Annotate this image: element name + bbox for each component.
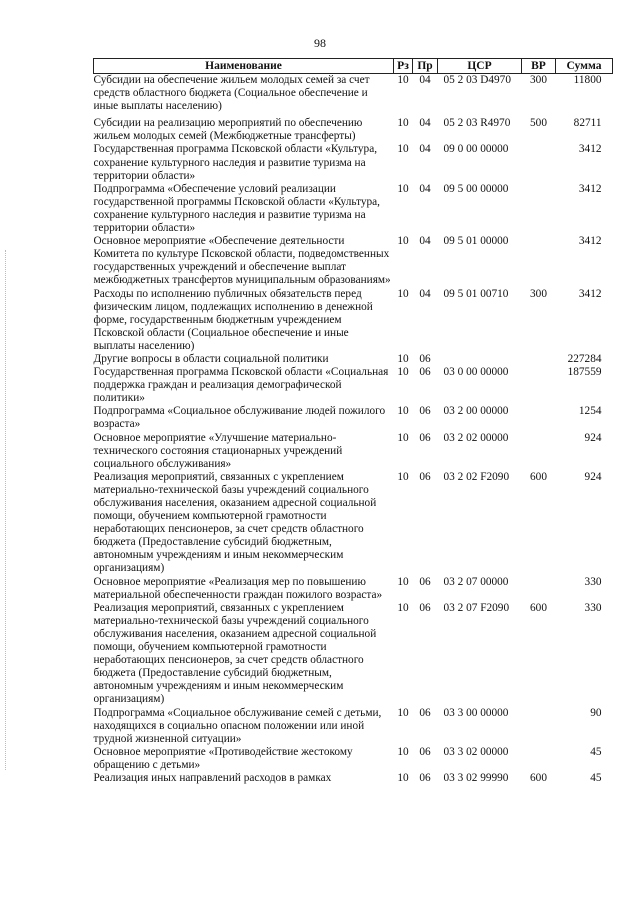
row-pr: 06 [419, 601, 431, 614]
row-rz: 10 [397, 431, 409, 444]
page-number: 98 [314, 36, 326, 50]
header-pr: Пр [413, 59, 438, 74]
row-sum: 45 [590, 771, 602, 784]
row-rz: 10 [397, 601, 409, 614]
row-sum: 330 [584, 601, 602, 614]
row-rz: 10 [397, 182, 409, 195]
row-name: Реализация мероприятий, связанных с укреплением материально-технической базы учреждений социального обслуживания населения, оказанием адресной социальной помощи, обучением компьютерной грамотности неработающих пенсионеров, за счет средств областного бюджета (Предоставление субсидий бюджетным, автономным учреждениям и иным некоммерческим организациям) [93, 470, 377, 575]
row-pr: 06 [419, 745, 431, 758]
table-row [94, 183, 613, 235]
row-name: Реализация иных направлений расходов в рамках [93, 771, 332, 784]
header-name: Наименование [94, 59, 394, 74]
row-vr: 300 [530, 287, 547, 300]
row-csr [438, 353, 522, 366]
row-vr: 600 [530, 771, 547, 784]
row-name: Основное мероприятие «Обеспечение деятельности Комитета по культуре Псковской области, подведомственных государственных учреждений и обеспечение выплат межбюджетных трансфертов муниципальным образованиям» [93, 235, 391, 287]
row-name: Реализация мероприятий, связанных с укреплением материально-технической базы учреждений социального обслуживания населения, оказанием адресной социальной помощи, обучением компьютерной грамотности неработающих пенсионеров, за счет средств областного бюджета (Предоставление субсидий бюджетным, автономным учреждениям и иным некоммерческим организациям) [93, 601, 377, 706]
table-row [94, 353, 613, 366]
header-rz: Рз [394, 59, 413, 74]
row-name: Основное мероприятие «Реализация мер по повышению материальной обеспеченности граждан пожилого возраста» [93, 575, 383, 601]
row-pr: 04 [419, 182, 431, 195]
row-sum: 3412 [578, 235, 602, 248]
row-name: Подпрограмма «Социальное обслуживание людей пожилого возраста» [93, 405, 386, 431]
row-sum: 924 [584, 470, 602, 483]
table-row [94, 405, 613, 431]
table-row [94, 288, 613, 353]
row-name: Основное мероприятие «Улучшение материально-технического состояния стационарных учреждений социального обслуживания» [93, 431, 343, 470]
row-name: Расходы по исполнению публичных обязательств перед физическим лицом, подлежащих исполнению в денежной форме, государственным бюджетным учреждением Псковской области (Социальное обеспечение и иные выплаты населению) [93, 287, 373, 352]
row-vr [522, 432, 556, 471]
table-row [94, 366, 613, 405]
row-csr: 03 2 07 00000 [443, 575, 509, 588]
row-rz: 10 [397, 143, 409, 156]
row-pr: 04 [419, 235, 431, 248]
row-vr: 600 [530, 601, 547, 614]
row-csr: 09 0 00 00000 [443, 143, 509, 156]
row-rz: 10 [397, 771, 409, 784]
row-pr: 06 [419, 470, 431, 483]
row-rz: 10 [397, 745, 409, 758]
row-vr [522, 746, 556, 772]
row-pr: 06 [419, 352, 431, 365]
row-rz: 10 [397, 235, 409, 248]
row-pr: 06 [419, 771, 431, 784]
table-row [94, 74, 613, 114]
row-pr: 04 [419, 117, 431, 130]
row-csr: 09 5 01 00000 [443, 235, 509, 248]
row-name: Государственная программа Псковской области «Социальная поддержка граждан и реализация демографической политики» [93, 366, 389, 405]
row-vr [522, 183, 556, 235]
row-csr: 03 2 07 F2090 [443, 601, 510, 614]
row-rz: 10 [397, 366, 409, 379]
header-csr: ЦСР [438, 59, 522, 74]
row-csr: 09 5 01 00710 [443, 287, 509, 300]
header-vr: ВР [522, 59, 556, 74]
row-vr [522, 576, 556, 602]
row-vr [522, 235, 556, 287]
row-sum: 924 [584, 431, 602, 444]
row-vr: 600 [530, 470, 547, 483]
row-vr [522, 405, 556, 431]
row-vr [522, 366, 556, 405]
row-name: Основное мероприятие «Противодействие жестокому обращению с детьми» [93, 745, 353, 771]
table-row [94, 707, 613, 746]
row-vr: 500 [530, 117, 547, 130]
row-rz: 10 [397, 117, 409, 130]
row-rz: 10 [397, 74, 409, 86]
table-row [94, 235, 613, 287]
row-csr: 03 0 00 00000 [443, 366, 509, 379]
row-pr: 04 [419, 287, 431, 300]
row-csr: 03 2 00 00000 [443, 405, 509, 418]
table-row [94, 772, 613, 785]
row-sum: 187559 [567, 366, 602, 379]
table-row [94, 113, 613, 143]
row-rz: 10 [397, 575, 409, 588]
row-pr: 06 [419, 431, 431, 444]
row-rz: 10 [397, 287, 409, 300]
row-vr: 300 [530, 74, 547, 86]
row-rz: 10 [397, 706, 409, 719]
table-row [94, 576, 613, 602]
row-sum: 227284 [567, 352, 602, 365]
row-name: Подпрограмма «Социальное обслуживание семей с детьми, находящихся в социально опасном положении или иной трудной жизненной ситуации» [93, 706, 382, 745]
row-pr: 04 [419, 143, 431, 156]
row-pr: 06 [419, 706, 431, 719]
row-sum: 82711 [573, 117, 602, 130]
row-csr: 05 2 03 R4970 [443, 117, 511, 130]
row-sum: 3412 [578, 182, 602, 195]
row-rz: 10 [397, 352, 409, 365]
table-row [94, 471, 613, 576]
row-name: Подпрограмма «Обеспечение условий реализации государственной программы Псковской области «Культура, сохранение культурного наследия и развитие туризма на территории области» [93, 182, 380, 235]
row-name: Субсидии на реализацию мероприятий по обеспечению жильем молодых семей (Межбюджетные трансферты) [93, 117, 363, 143]
table-row [94, 432, 613, 471]
row-csr: 03 3 00 00000 [443, 706, 509, 719]
row-csr: 03 2 02 00000 [443, 431, 509, 444]
row-sum: 3412 [578, 287, 602, 300]
row-rz: 10 [397, 405, 409, 418]
row-sum: 330 [584, 575, 602, 588]
table-row [94, 746, 613, 772]
row-csr: 09 5 00 00000 [443, 182, 509, 195]
row-sum: 3412 [578, 143, 602, 156]
row-pr: 04 [419, 74, 431, 86]
row-pr: 06 [419, 405, 431, 418]
row-csr: 03 3 02 99990 [443, 771, 509, 784]
budget-table [93, 58, 613, 785]
row-sum: 90 [590, 706, 602, 719]
table-row [94, 143, 613, 182]
row-name: Другие вопросы в области социальной политики [93, 352, 329, 365]
row-sum: 45 [590, 745, 602, 758]
scan-edge-line [5, 250, 7, 770]
row-csr: 03 2 02 F2090 [443, 470, 510, 483]
row-pr: 06 [419, 366, 431, 379]
row-pr: 06 [419, 575, 431, 588]
header-sum: Сумма [556, 59, 613, 74]
row-sum: 11800 [573, 74, 602, 86]
row-sum: 1254 [578, 405, 602, 418]
row-vr [522, 707, 556, 746]
row-rz: 10 [397, 470, 409, 483]
row-csr: 03 3 02 00000 [443, 745, 509, 758]
row-name: Государственная программа Псковской области «Культура, сохранение культурного наследия и развитие туризма на территории области» [93, 143, 378, 182]
row-csr: 05 2 03 D4970 [443, 74, 511, 86]
table-header-row [94, 59, 613, 74]
row-vr [522, 143, 556, 182]
table-row [94, 602, 613, 707]
row-vr [522, 353, 556, 366]
row-name: Субсидии на обеспечение жильем молодых семей за счет средств областного бюджета (Социальное обеспечение и иные выплаты населению) [93, 74, 370, 113]
